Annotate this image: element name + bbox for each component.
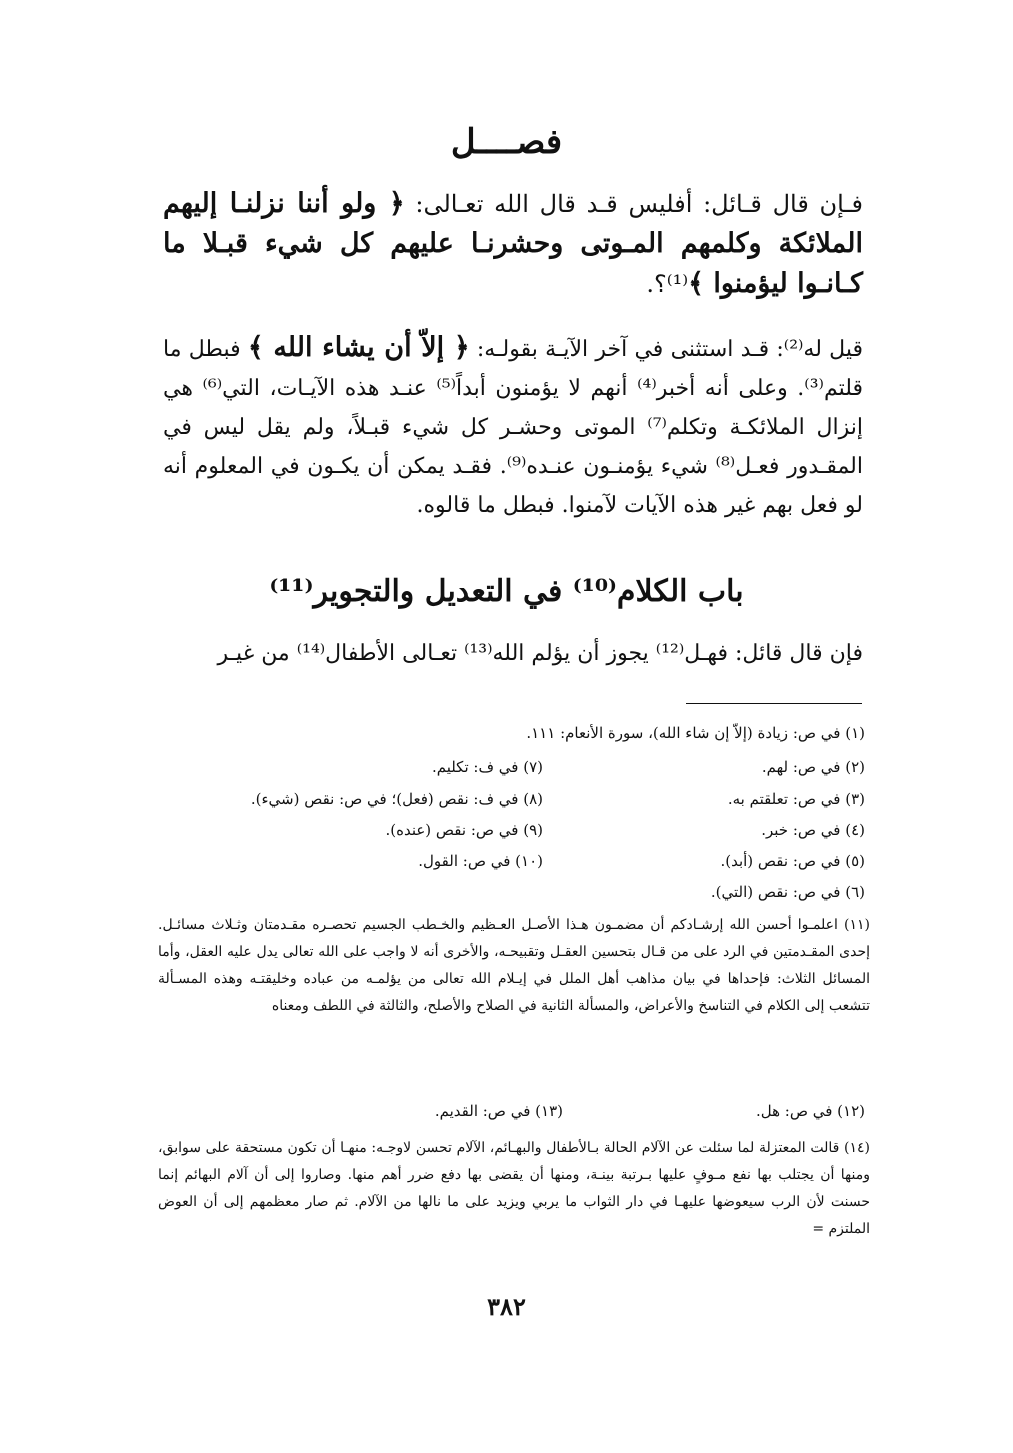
paragraph-objection [163,184,863,304]
footnote-6: (٦) في ص: نقص (التي). [710,883,865,901]
footnote-separator [686,703,862,704]
footnote-3: (٣) في ص: تعلقتم به. [727,790,865,808]
objection-intro: فـإن قال قـائل: أفليس قـد قال الله تعـالى: [404,190,863,218]
footnote-11: (١١) اعلمـوا أحسن الله إرشـادكم أن مضمـون هـذا الأصـل العـظيم والخـطب الجسيم تحصـره مقـدمتان وثـلاث مسائـل. إحدى المقـدمتين في الرد على من قـال بتحسين العقـل وتقبيحـه، والأخرى أنه لا واجب على الله تعالى يدل عليه العقل، وأما المسائل الثلاث: فإحداها في بيان مذاهب أهل الملل في إيـلام الله تعالى من يؤلمـه من عباده وخليقتـه وهذه المسـألة تتشعب إلى الكلام في التناسخ والأعراض، والمسألة الثانية في الصلاح والأصلح، والثالثة في اللطف ومعناه [158,917,870,1014]
objection-tail: ⁽¹⁾؟. [646,270,689,298]
paragraph-chapter-opening: فإن قال قائل: فهـل⁽¹²⁾ يجوز أن يؤلم الله⁽¹³⁾ تعـالى الأطفال⁽¹⁴⁾ من غيـر [217,641,863,666]
footnote-13: (١٣) في ص: القديم. [434,1102,563,1120]
reply-rest: فبطل ما قلتم⁽³⁾. وعلى أنه أخبر⁽⁴⁾ أنهم لا يؤمنون أبداً⁽⁵⁾ عنـد هذه الآيـات، التي⁽⁶⁾ هي إنزال الملائكـة وتكلم⁽⁷⁾ الموتى وحشـر كل شيء قبـلاً، ولم يقل ليس في المقـدور فعـل⁽⁸⁾ شيء يؤمنـون عنـده⁽⁹⁾. فقـد يمكن أن يكـون في المعلوم أنه لو فعل بهم غير هذه الآيات لآمنوا. فبطل ما قالوه. [163,337,864,518]
footnote-10: (١٠) في ص: القول. [418,852,543,870]
footnote-14: (١٤) قالت المعتزلة لما سئلت عن الآلام الحالة بـالأطفال والبهـائم، الآلام تحسن لاوجـه: منهـا أن تكون مستحقة على سوابق، ومنها أن يجتلب بها نفع مـوفٍ عليها بـرتبة بينـة، ومنها أن يقضى بها دفع ضرر أهم منها. وصاروا إلى أن آلام البهائم إنما حسنت لأن الرب سيعوضها عليهـا في دار الثواب ما يربي ويزيد على ما نالها من الآلام. ثم صار معظمهم إلى أن العوض الملتزم = [158,1140,870,1237]
quran-verse-2: ﴿ إلاّ أن يشاء الله ﴾ [247,332,470,363]
footnote-4: (٤) في ص: خبر. [761,821,865,839]
paragraph-reply [163,328,863,525]
chapter-title: باب الكلام⁽¹⁰⁾ في التعديل والتجوير⁽¹¹⁾ [269,574,744,609]
footnote-7: (٧) في ف: تكليم. [431,758,543,776]
footnote-9: (٩) في ص: نقص (عنده). [385,821,543,839]
footnote-12: (١٢) في ص: هل. [755,1102,865,1120]
footnote-5: (٥) في ص: نقص (أبد). [720,852,865,870]
reply-intro: قيل له⁽²⁾: قـد استثنى في آخر الآيـة بقولـه: [469,337,863,362]
footnote-1: (١) في ص: زيادة (إلاّ إن شاء الله)، سورة الأنعام: ١١١. [526,724,865,742]
page-number: ٣٨٢ [487,1292,526,1321]
footnote-8: (٨) في ف: نقص (فعل)؛ في ص: نقص (شيء). [250,790,543,808]
section-heading: فصــــل [450,122,563,162]
quran-verse-1: ﴿ ولو أننا نزلنـا إليهم الملائكة وكلمهم المـوتى وحشرنـا عليهم كل شيء قبـلا ما كـانـوا ليؤمنوا ﴾ [163,188,863,299]
footnote-2: (٢) في ص: لهم. [761,758,865,776]
